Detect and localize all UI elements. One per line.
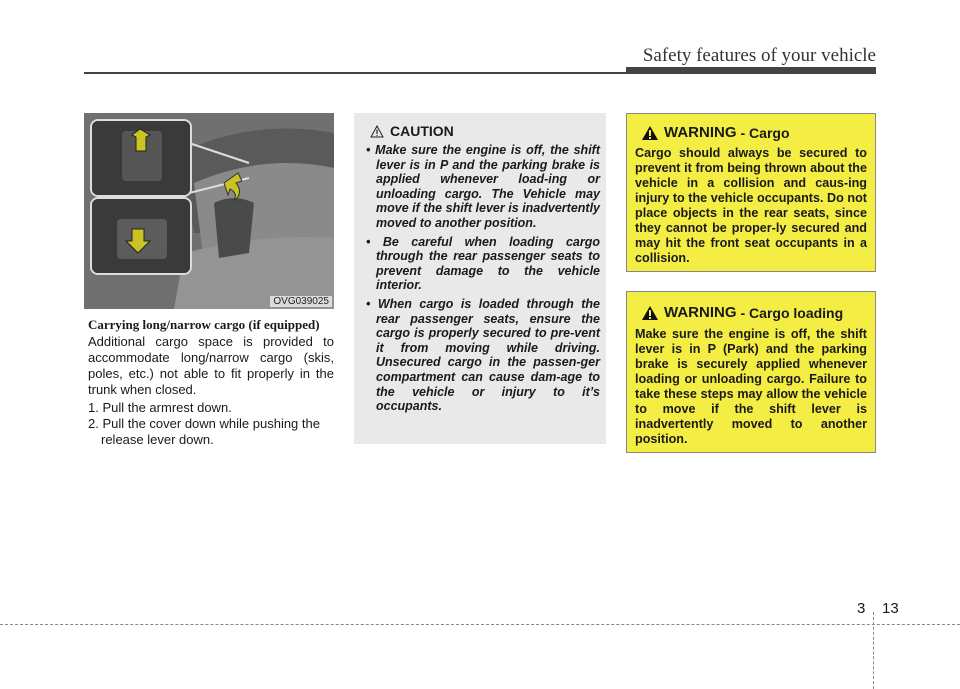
rear-seat-illustration [84, 113, 334, 309]
caution-item: • Be careful when loading cargo through the rear passenger seats to prevent damage to the vehicle interior. [366, 234, 600, 293]
warning-triangle-icon [641, 305, 659, 321]
paragraph: Additional cargo space is provided to accommodate long/narrow cargo (skis, poles, etc.) not able to fit properly in the trunk when closed. [88, 334, 334, 397]
warning-label: WARNING [664, 304, 737, 321]
warning-header [641, 304, 843, 321]
figure-code: OVG039025 [270, 296, 332, 307]
inset-armrest [90, 119, 192, 197]
warning-text: Cargo should always be secured to prevent it from being thrown about the vehicle in a collision and caus-ing injury to the vehicle occupants. Do not place objects in the rear seats, since they cannot be proper-ly secured and may hit the front seat occupants in a collision. [635, 146, 867, 265]
step-item: 1. Pull the armrest down. [88, 400, 232, 415]
caution-box [354, 113, 606, 444]
warning-cargo-loading-box [626, 291, 876, 453]
caution-item: • When cargo is loaded through the rear passenger seats, ensure the cargo is properly secured to pre-vent it from moving while driving. Unsecured cargo in the passen-ger compartment can cause dam-age to the vehicle or injury to it’s occupants. [366, 296, 600, 414]
warning-header [641, 124, 790, 141]
warning-label: WARNING [664, 124, 737, 141]
warning-text: Make sure the engine is off, the shift lever is in P (Park) and the parking brake is securely applied whenever loading or unloading cargo. Failure to take these steps may allow the vehicle to move if the shift lever is inadvertently moved to another position. [635, 327, 867, 446]
caution-triangle-icon [370, 125, 384, 138]
step-item: 2. Pull the cover down while pushing the release lever down. [88, 416, 320, 447]
warning-triangle-icon [641, 125, 659, 141]
body-text [88, 334, 334, 448]
caution-list [364, 143, 600, 418]
steps-list [88, 400, 334, 448]
footer-rule [0, 624, 960, 625]
caution-header [370, 123, 454, 139]
caption-heading: Carrying long/narrow cargo (if equipped) [88, 317, 320, 332]
inset-cover [90, 197, 192, 275]
chapter-number: 3 [857, 600, 866, 617]
footer-divider [873, 612, 874, 689]
warning-subject: - Cargo loading [740, 304, 844, 321]
page-number: 13 [882, 600, 899, 617]
caution-title: CAUTION [390, 123, 454, 139]
section-title: Safety features of your vehicle [642, 45, 876, 66]
header-rule-accent [626, 67, 876, 74]
caution-item: • Make sure the engine is off, the shift lever is in P and the parking brake is applied whenever load-ing or unloading cargo. The Vehicle may move if the shift lever is inadvertently moved to another position. [366, 143, 600, 230]
warning-subject: - Cargo [740, 124, 790, 141]
warning-cargo-box [626, 113, 876, 272]
